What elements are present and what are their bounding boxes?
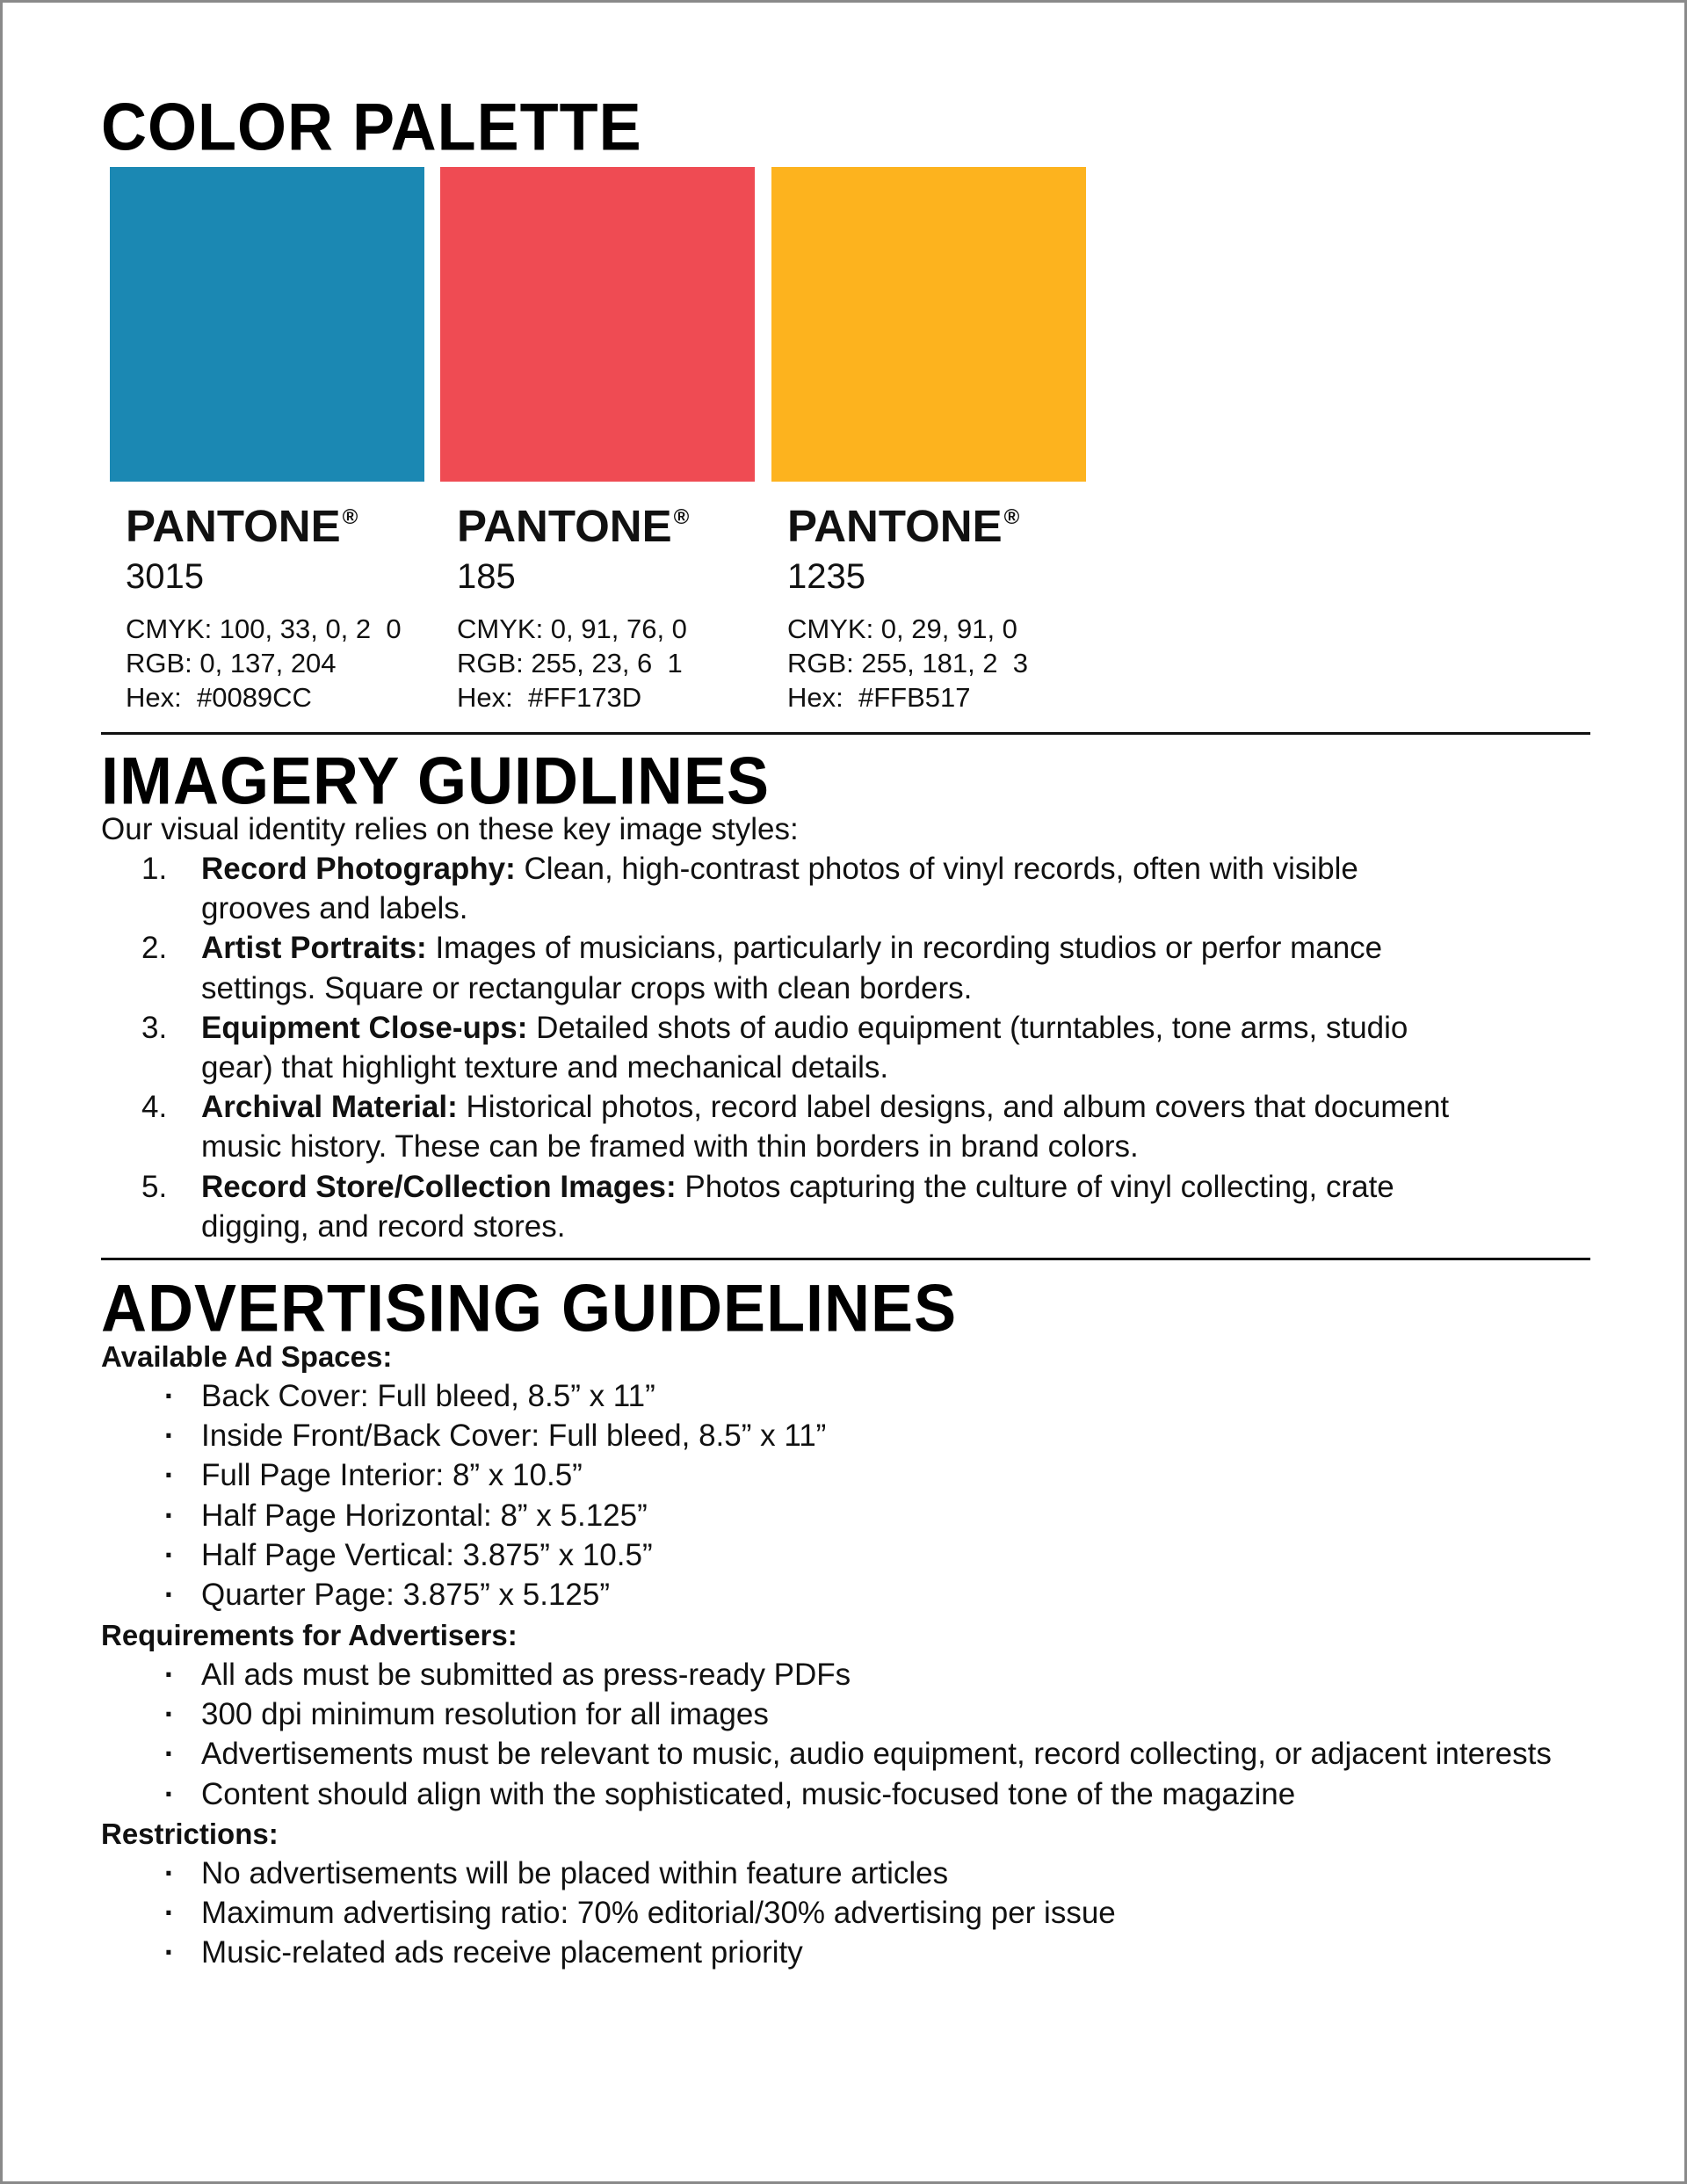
color-specs (787, 612, 1104, 715)
bullet-icon: · (164, 1697, 175, 1732)
bullet-icon: · (164, 1658, 175, 1692)
item-number: 3. (141, 1010, 168, 1045)
item-text: Historical photos, record label designs, and album covers that document music history. These can be framed with thin borders in brand colors. (201, 1090, 1450, 1165)
list-item: · Content should align with the sophisticated, music-focused tone of the magazine (101, 1774, 1674, 1814)
hex-value: Hex: #FFB517 (787, 682, 971, 713)
bullet-icon: · (164, 1379, 175, 1413)
list-item (101, 1008, 1472, 1087)
advertising-guidelines-heading: ADVERTISING GUIDELINES (101, 1271, 958, 1346)
pantone-number: 3015 (126, 557, 204, 596)
item-number: 2. (141, 931, 168, 966)
hex-value: Hex: #0089CC (126, 682, 312, 713)
restrictions-title: Restrictions: (101, 1818, 279, 1850)
item-text: Clean, high-contrast photos of vinyl records, often with visible grooves and labels. (201, 852, 1358, 926)
pantone-label: PANTONE® (457, 501, 690, 551)
color-specs (126, 612, 442, 715)
list-item: · Maximum advertising ratio: 70% editorial/30% advertising per issue (101, 1893, 1674, 1933)
list-item (101, 849, 1472, 928)
color-specs (457, 612, 773, 715)
cmyk-value: CMYK: 100, 33, 0, 2 0 (126, 613, 402, 644)
item-term: Record Photography: (201, 852, 516, 886)
bullet-icon: · (164, 1537, 175, 1572)
list-item: · Back Cover: Full bleed, 8.5” x 11” (101, 1376, 1674, 1416)
item-text: Detailed shots of audio equipment (turntables, tone arms, studio gear) that highlight texture and mechanical details. (201, 1010, 1408, 1085)
item-number: 4. (141, 1090, 168, 1125)
registered-mark: ® (342, 505, 358, 529)
list-item: · No advertisements will be placed within feature articles (101, 1854, 1674, 1893)
list-item: · Full Page Interior: 8” x 10.5” (101, 1455, 1674, 1495)
list-item: · Music-related ads receive placement priority (101, 1933, 1674, 1972)
ad-spaces-list (101, 1376, 1674, 1614)
list-item (101, 928, 1472, 1007)
color-info-185 (457, 490, 773, 715)
item-number: 1. (141, 852, 168, 886)
color-info-1235 (787, 490, 1104, 715)
section-divider (101, 732, 1590, 735)
bullet-icon: · (164, 1419, 175, 1454)
item-number: 5. (141, 1169, 168, 1204)
list-item: · Quarter Page: 3.875” x 5.125” (101, 1575, 1674, 1614)
requirements-list (101, 1655, 1674, 1814)
list-item: · All ads must be submitted as press-ready PDFs (101, 1655, 1674, 1694)
bullet-icon: · (164, 1737, 175, 1772)
bullet-icon: · (164, 1498, 175, 1533)
ad-spaces-title: Available Ad Spaces: (101, 1340, 393, 1373)
registered-mark: ® (673, 505, 690, 529)
imagery-list (101, 849, 1472, 1246)
pantone-label: PANTONE® (126, 501, 358, 551)
registered-mark: ® (1003, 505, 1020, 529)
rgb-value: RGB: 0, 137, 204 (126, 648, 337, 678)
restrictions-list (101, 1854, 1674, 1973)
imagery-guidelines-heading: IMAGERY GUIDLINES (101, 744, 771, 819)
list-item (101, 1167, 1472, 1246)
cmyk-value: CMYK: 0, 91, 76, 0 (457, 613, 687, 644)
section-divider (101, 1258, 1590, 1260)
bullet-icon: · (164, 1578, 175, 1613)
item-term: Equipment Close-ups: (201, 1010, 528, 1045)
item-text: Photos capturing the culture of vinyl collecting, crate digging, and record stores. (201, 1169, 1394, 1244)
bullet-icon: · (164, 1856, 175, 1890)
list-item: · 300 dpi minimum resolution for all images (101, 1694, 1674, 1734)
list-item: · Inside Front/Back Cover: Full bleed, 8.5” x 11” (101, 1416, 1674, 1455)
list-item: · Advertisements must be relevant to music, audio equipment, record collecting, or adjacent interests (101, 1734, 1674, 1774)
hex-value: Hex: #FF173D (457, 682, 642, 713)
pantone-label: PANTONE® (787, 501, 1020, 551)
rgb-value: RGB: 255, 23, 6 1 (457, 648, 683, 678)
bullet-icon: · (164, 1896, 175, 1931)
list-item: · Half Page Horizontal: 8” x 5.125” (101, 1496, 1674, 1535)
color-info-3015 (126, 490, 442, 715)
bullet-icon: · (164, 1458, 175, 1493)
pantone-number: 185 (457, 557, 516, 596)
list-item (101, 1087, 1472, 1166)
list-item: · Half Page Vertical: 3.875” x 10.5” (101, 1535, 1674, 1575)
item-text: Images of musicians, particularly in recording studios or perfor mance settings. Square or rectangular crops with clean borders. (201, 931, 1383, 1005)
item-term: Archival Material: (201, 1090, 458, 1125)
color-palette-heading: COLOR PALETTE (101, 90, 642, 165)
advertiser-requirements-title: Requirements for Advertisers: (101, 1619, 518, 1651)
rgb-value: RGB: 255, 181, 2 3 (787, 648, 1029, 678)
swatch-pantone-3015 (110, 167, 424, 482)
bullet-icon: · (164, 1935, 175, 1970)
swatch-pantone-1235 (771, 167, 1086, 482)
item-term: Artist Portraits: (201, 931, 427, 966)
swatch-pantone-185 (440, 167, 755, 482)
bullet-icon: · (164, 1776, 175, 1811)
cmyk-value: CMYK: 0, 29, 91, 0 (787, 613, 1017, 644)
pantone-number: 1235 (787, 557, 865, 596)
item-term: Record Store/Collection Images: (201, 1169, 677, 1204)
imagery-intro: Our visual identity relies on these key image styles: (101, 812, 799, 846)
